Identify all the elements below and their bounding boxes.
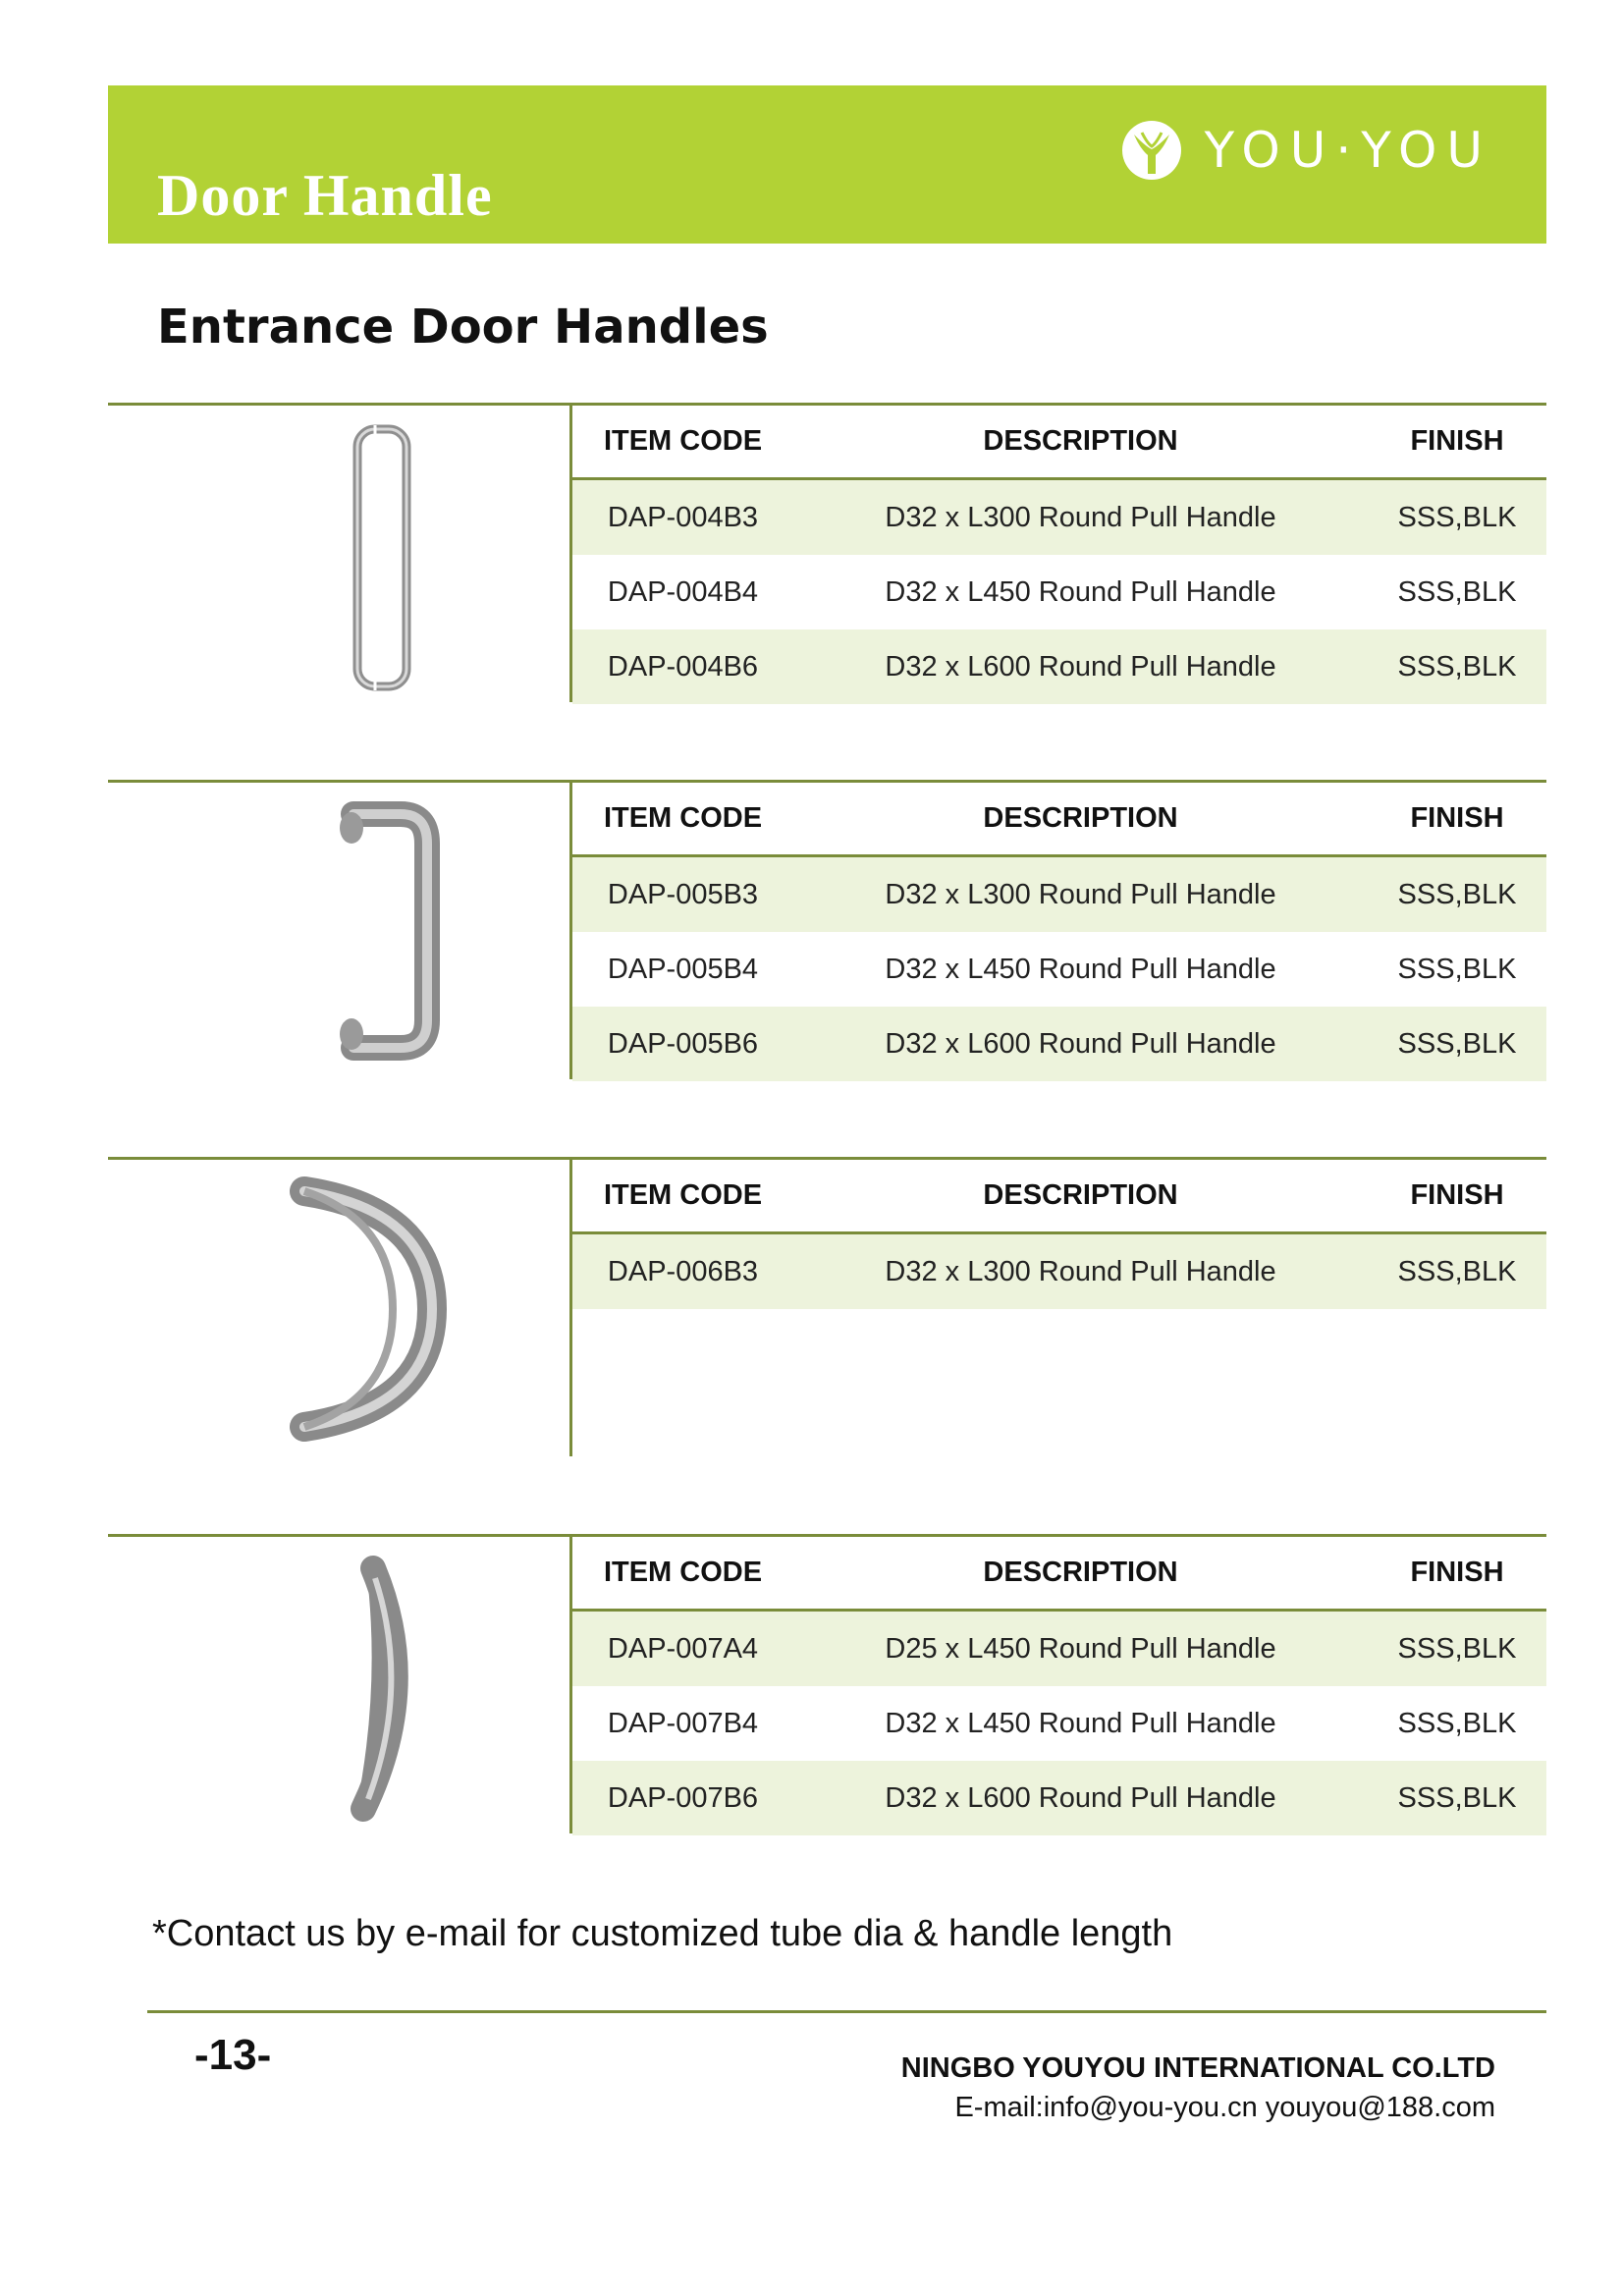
column-header-description: DESCRIPTION (793, 1160, 1368, 1233)
description: D32 x L300 Round Pull Handle (793, 479, 1368, 556)
column-header-finish: FINISH (1368, 1537, 1546, 1611)
product-block (108, 1157, 1546, 1456)
column-header-item-code: ITEM CODE (572, 1160, 793, 1233)
column-header-item-code: ITEM CODE (572, 406, 793, 479)
item-code: DAP-006B3 (572, 1233, 793, 1310)
description: D32 x L300 Round Pull Handle (793, 856, 1368, 933)
finish: SSS,BLK (1397, 575, 1517, 608)
brand-logo-icon (1120, 119, 1183, 182)
finish: SSS,BLK (1397, 953, 1517, 985)
column-header-item-code: ITEM CODE (572, 783, 793, 856)
contact-email: E-mail:info@you-you.cn youyou@188.com (954, 2092, 1495, 2123)
table-row (572, 629, 1546, 704)
column-header-finish: FINISH (1368, 783, 1546, 856)
curved-bow-pull-handle-icon (226, 1539, 520, 1829)
table-row (572, 1686, 1546, 1761)
description: D32 x L600 Round Pull Handle (793, 629, 1368, 704)
finish: SSS,BLK (1368, 1611, 1546, 1687)
table-row (572, 555, 1546, 629)
finish: SSS,BLK (1368, 1233, 1546, 1310)
company-name: NINGBO YOUYOU INTERNATIONAL CO.LTD (900, 2052, 1495, 2084)
description: D32 x L450 Round Pull Handle (885, 1707, 1276, 1739)
item-code: DAP-004B6 (572, 629, 793, 704)
column-header-description: DESCRIPTION (793, 783, 1368, 856)
spec-table (572, 406, 1546, 704)
table-row (572, 1007, 1546, 1081)
finish: SSS,BLK (1397, 1707, 1517, 1739)
description: D32 x L600 Round Pull Handle (793, 1007, 1368, 1081)
description: D25 x L450 Round Pull Handle (793, 1611, 1368, 1687)
footer-divider (147, 2010, 1546, 2013)
product-block (108, 403, 1546, 702)
section-title: Entrance Door Handles (157, 300, 769, 355)
title-underline (147, 241, 571, 243)
description: D32 x L450 Round Pull Handle (885, 953, 1276, 985)
table-row (572, 1761, 1546, 1835)
finish: SSS,BLK (1368, 629, 1546, 704)
description: D32 x L450 Round Pull Handle (885, 575, 1276, 608)
item-code: DAP-004B4 (607, 575, 759, 608)
item-code: DAP-007B4 (607, 1707, 759, 1739)
brand-name: YOU·YOU (1204, 122, 1492, 179)
column-header-item-code: ITEM CODE (572, 1537, 793, 1611)
spec-table (572, 1537, 1546, 1835)
column-header-description: DESCRIPTION (793, 406, 1368, 479)
table-row (572, 856, 1546, 933)
table-row (572, 1611, 1546, 1687)
straight-pull-handle-icon (226, 408, 520, 697)
d-shaped-pull-handle-icon (226, 785, 520, 1074)
spec-table (572, 783, 1546, 1081)
page-number: -13- (194, 2031, 272, 2079)
item-code: DAP-007A4 (572, 1611, 793, 1687)
table-row (572, 1233, 1546, 1310)
item-code: DAP-005B6 (572, 1007, 793, 1081)
finish: SSS,BLK (1368, 1761, 1546, 1835)
spec-table (572, 1160, 1546, 1309)
column-header-finish: FINISH (1368, 1160, 1546, 1233)
description: D32 x L600 Round Pull Handle (793, 1761, 1368, 1835)
column-header-description: DESCRIPTION (793, 1537, 1368, 1611)
table-row (572, 479, 1546, 556)
column-header-finish: FINISH (1368, 406, 1546, 479)
product-block (108, 780, 1546, 1079)
header-banner (108, 85, 1546, 244)
item-code: DAP-004B3 (572, 479, 793, 556)
page-title: Door Handle (157, 163, 493, 228)
item-code: DAP-005B4 (607, 953, 759, 985)
customization-note: *Contact us by e-mail for customized tube dia & handle length (152, 1913, 1173, 1954)
brand (1120, 119, 1492, 182)
item-code: DAP-007B6 (572, 1761, 793, 1835)
description: D32 x L300 Round Pull Handle (793, 1233, 1368, 1310)
table-row (572, 932, 1546, 1007)
item-code: DAP-005B3 (572, 856, 793, 933)
finish: SSS,BLK (1368, 479, 1546, 556)
finish: SSS,BLK (1368, 1007, 1546, 1081)
semicircle-pull-handle-icon (226, 1162, 520, 1451)
finish: SSS,BLK (1368, 856, 1546, 933)
product-block (108, 1534, 1546, 1833)
